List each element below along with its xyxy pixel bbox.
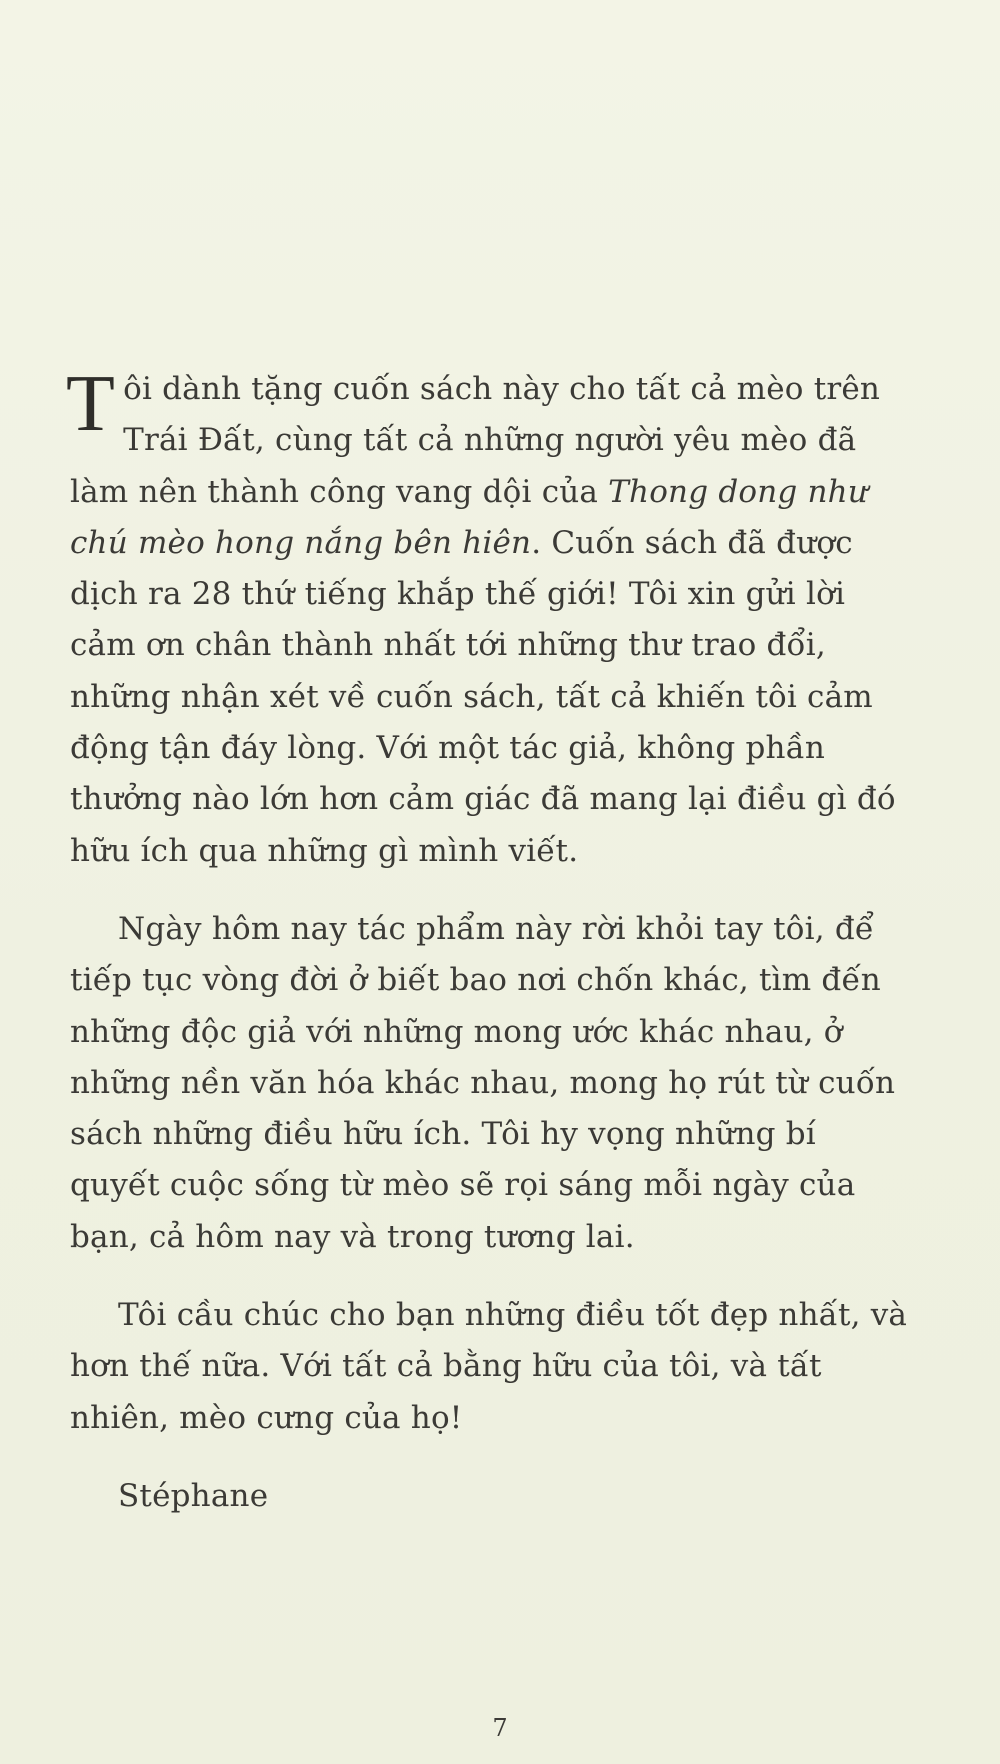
paragraph-2: Ngày hôm nay tác phẩm này rời khỏi tay tôi, để tiếp tục vòng đời ở biết bao nơi chốn khác, tìm đến những độc giả với những mong ước khác nhau, ở những nền văn hóa khác nhau, mong họ rút từ cuốn sách những điều hữu ích. Tôi hy vọng những bí quyết cuộc sống từ mèo sẽ rọi sáng mỗi ngày của bạn, cả hôm nay và trong tương lai. (70, 910, 896, 1255)
paragraph-gap (70, 1444, 910, 1471)
paragraph-1 (66, 360, 910, 877)
paragraph-1-text-start: ôi dành tặng cuốn sách này cho tất cả mèo trên Trái Đất, cùng tất cả những người yêu mèo đã làm nên thành công vang dội của (70, 371, 881, 510)
paragraph-3: Tôi cầu chúc cho bạn những điều tốt đẹp nhất, và hơn thế nữa. Với tất cả bằng hữu của tôi, và tất nhiên, mèo cưng của họ! (70, 1297, 908, 1436)
page-number: 7 (492, 1714, 508, 1742)
dedication-text (66, 360, 910, 1522)
book-title-italic: Thong dong như chú mèo hong nắng bên hiên (70, 473, 868, 561)
signature: Stéphane (118, 1477, 269, 1514)
paragraph-gap (70, 1263, 910, 1290)
drop-cap: T (66, 360, 116, 448)
paragraph-1-text-end: . Cuốn sách đã được dịch ra 28 thứ tiếng khắp thế giới! Tôi xin gửi lời cảm ơn chân thành nhất tới những thư trao đổi, những nhận xét về cuốn sách, tất cả khiến tôi cảm động tận đáy lòng. Với một tác giả, không phần thưởng nào lớn hơn cảm giác đã mang lại điều gì đó hữu ích qua những gì mình viết. (70, 524, 896, 869)
paragraph-gap (70, 877, 910, 904)
